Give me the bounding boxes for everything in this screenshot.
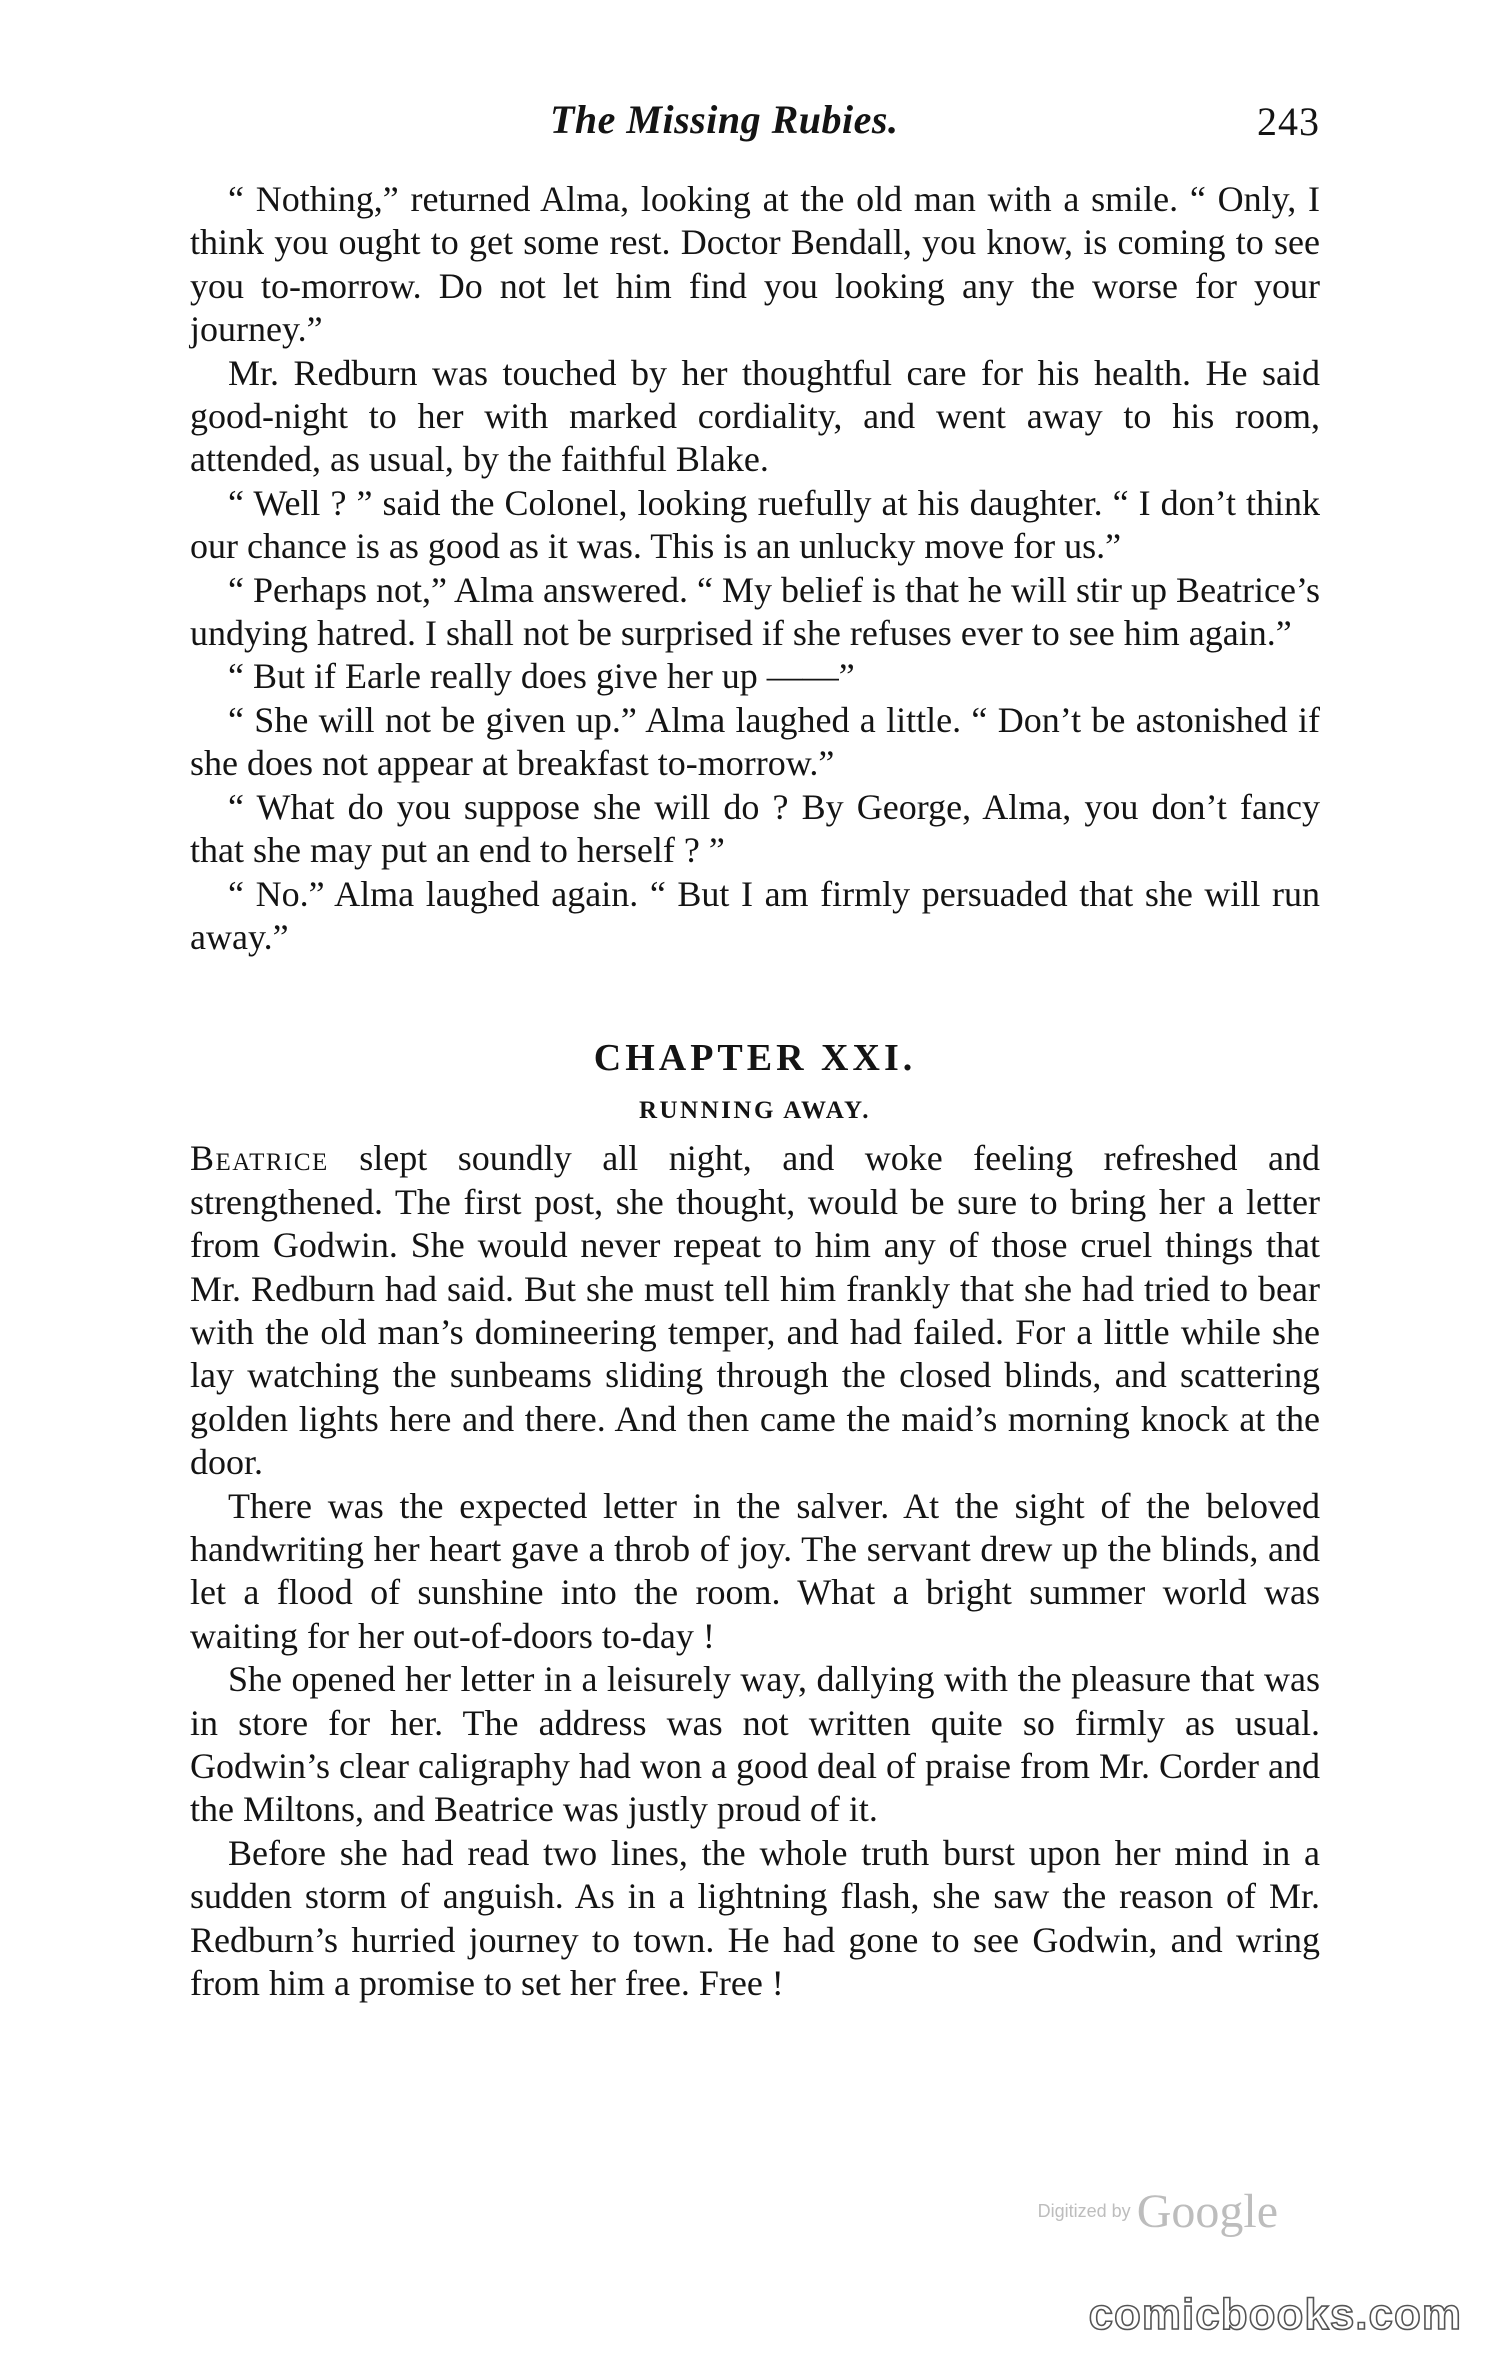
paragraph: Before she had read two lines, the whole truth burst upon her mind in a sudden storm of anguish. As in a lightning flash, she saw the reason of Mr. Redburn’s hurried journey to town. He had gone to see Godwin, and wring from him a promise to set her free. Free !: [190, 1832, 1320, 2004]
site-watermark: comicbooks.com: [1088, 2290, 1462, 2339]
paragraph: “ No.” Alma laughed again. “ But I am firmly persuaded that she will run away.”: [190, 873, 1320, 957]
page-number: 243: [1257, 99, 1320, 144]
google-watermark: [1038, 2184, 1278, 2239]
lead-word: Beatrice: [190, 1138, 329, 1179]
chapter-heading: CHAPTER XXI.: [593, 1037, 917, 1080]
paragraph: She opened her letter in a leisurely way, dallying with the pleasure that was in store for her. The address was not written quite so firmly as usual. Godwin’s clear caligraphy had won a good deal of praise from Mr. Corder and the Miltons, and Beatrice was justly proud of it.: [190, 1659, 1320, 1830]
page-header: [190, 96, 1320, 156]
paragraph: “ She will not be given up.” Alma laughed a little. “ Don’t be astonished if she does not appear at breakfast to-morrow.”: [190, 699, 1320, 784]
paragraph: “ But if Earle really does give her up ——”: [228, 656, 855, 697]
running-title: The Missing Rubies.: [550, 97, 899, 142]
digitized-by-label: Digitized by: [1037, 2201, 1131, 2221]
chapter-subtitle: RUNNING AWAY.: [638, 1097, 872, 1125]
body-text: [190, 178, 1320, 2005]
paragraph: “ Nothing,” returned Alma, looking at the old man with a smile. “ Only, I think you ought to get some rest. Doctor Bendall, you know, is coming to see you to-morrow. Do not let him find you looking any the worse for your journey.”: [190, 179, 1320, 350]
google-logo-text: Google: [1136, 2185, 1278, 2238]
paragraph: There was the expected letter in the salver. At the sight of the beloved handwriting her heart gave a throb of joy. The servant drew up the blinds, and let a flood of sunshine into the room. What a bright summer world was waiting for her out-of-doors to-day !: [190, 1485, 1320, 1656]
paragraph: Mr. Redburn was touched by her thoughtful care for his health. He said good-night to her with marked cordiality, and went away to his room, attended, as usual, by the faithful Blake.: [190, 352, 1320, 480]
paragraph: “ Perhaps not,” Alma answered. “ My belief is that he will stir up Beatrice’s undying hatred. I shall not be surprised if she refuses ever to see him again.”: [190, 569, 1320, 654]
paragraph: “ Well ? ” said the Colonel, looking ruefully at his daughter. “ I don’t think our chance is as good as it was. This is an unlucky move for us.”: [190, 482, 1320, 567]
paragraph: “ What do you suppose she will do ? By George, Alma, you don’t fancy that she may put an end to herself ? ”: [190, 786, 1320, 871]
chapter-first-paragraph: [190, 1137, 1320, 1484]
paragraph-text: slept soundly all night, and woke feeling refreshed and strengthened. The first post, she thought, would be sure to bring her a letter from Godwin. She would never repeat to him any of those cruel things that Mr. Redburn had said. But she must tell him frankly that she had tried to bear with the old man’s domineering temper, and had failed. For a little while she lay watching the sunbeams sliding through the closed blinds, and scattering golden lights here and there. And then came the maid’s morning knock at the door.: [190, 1138, 1320, 1483]
